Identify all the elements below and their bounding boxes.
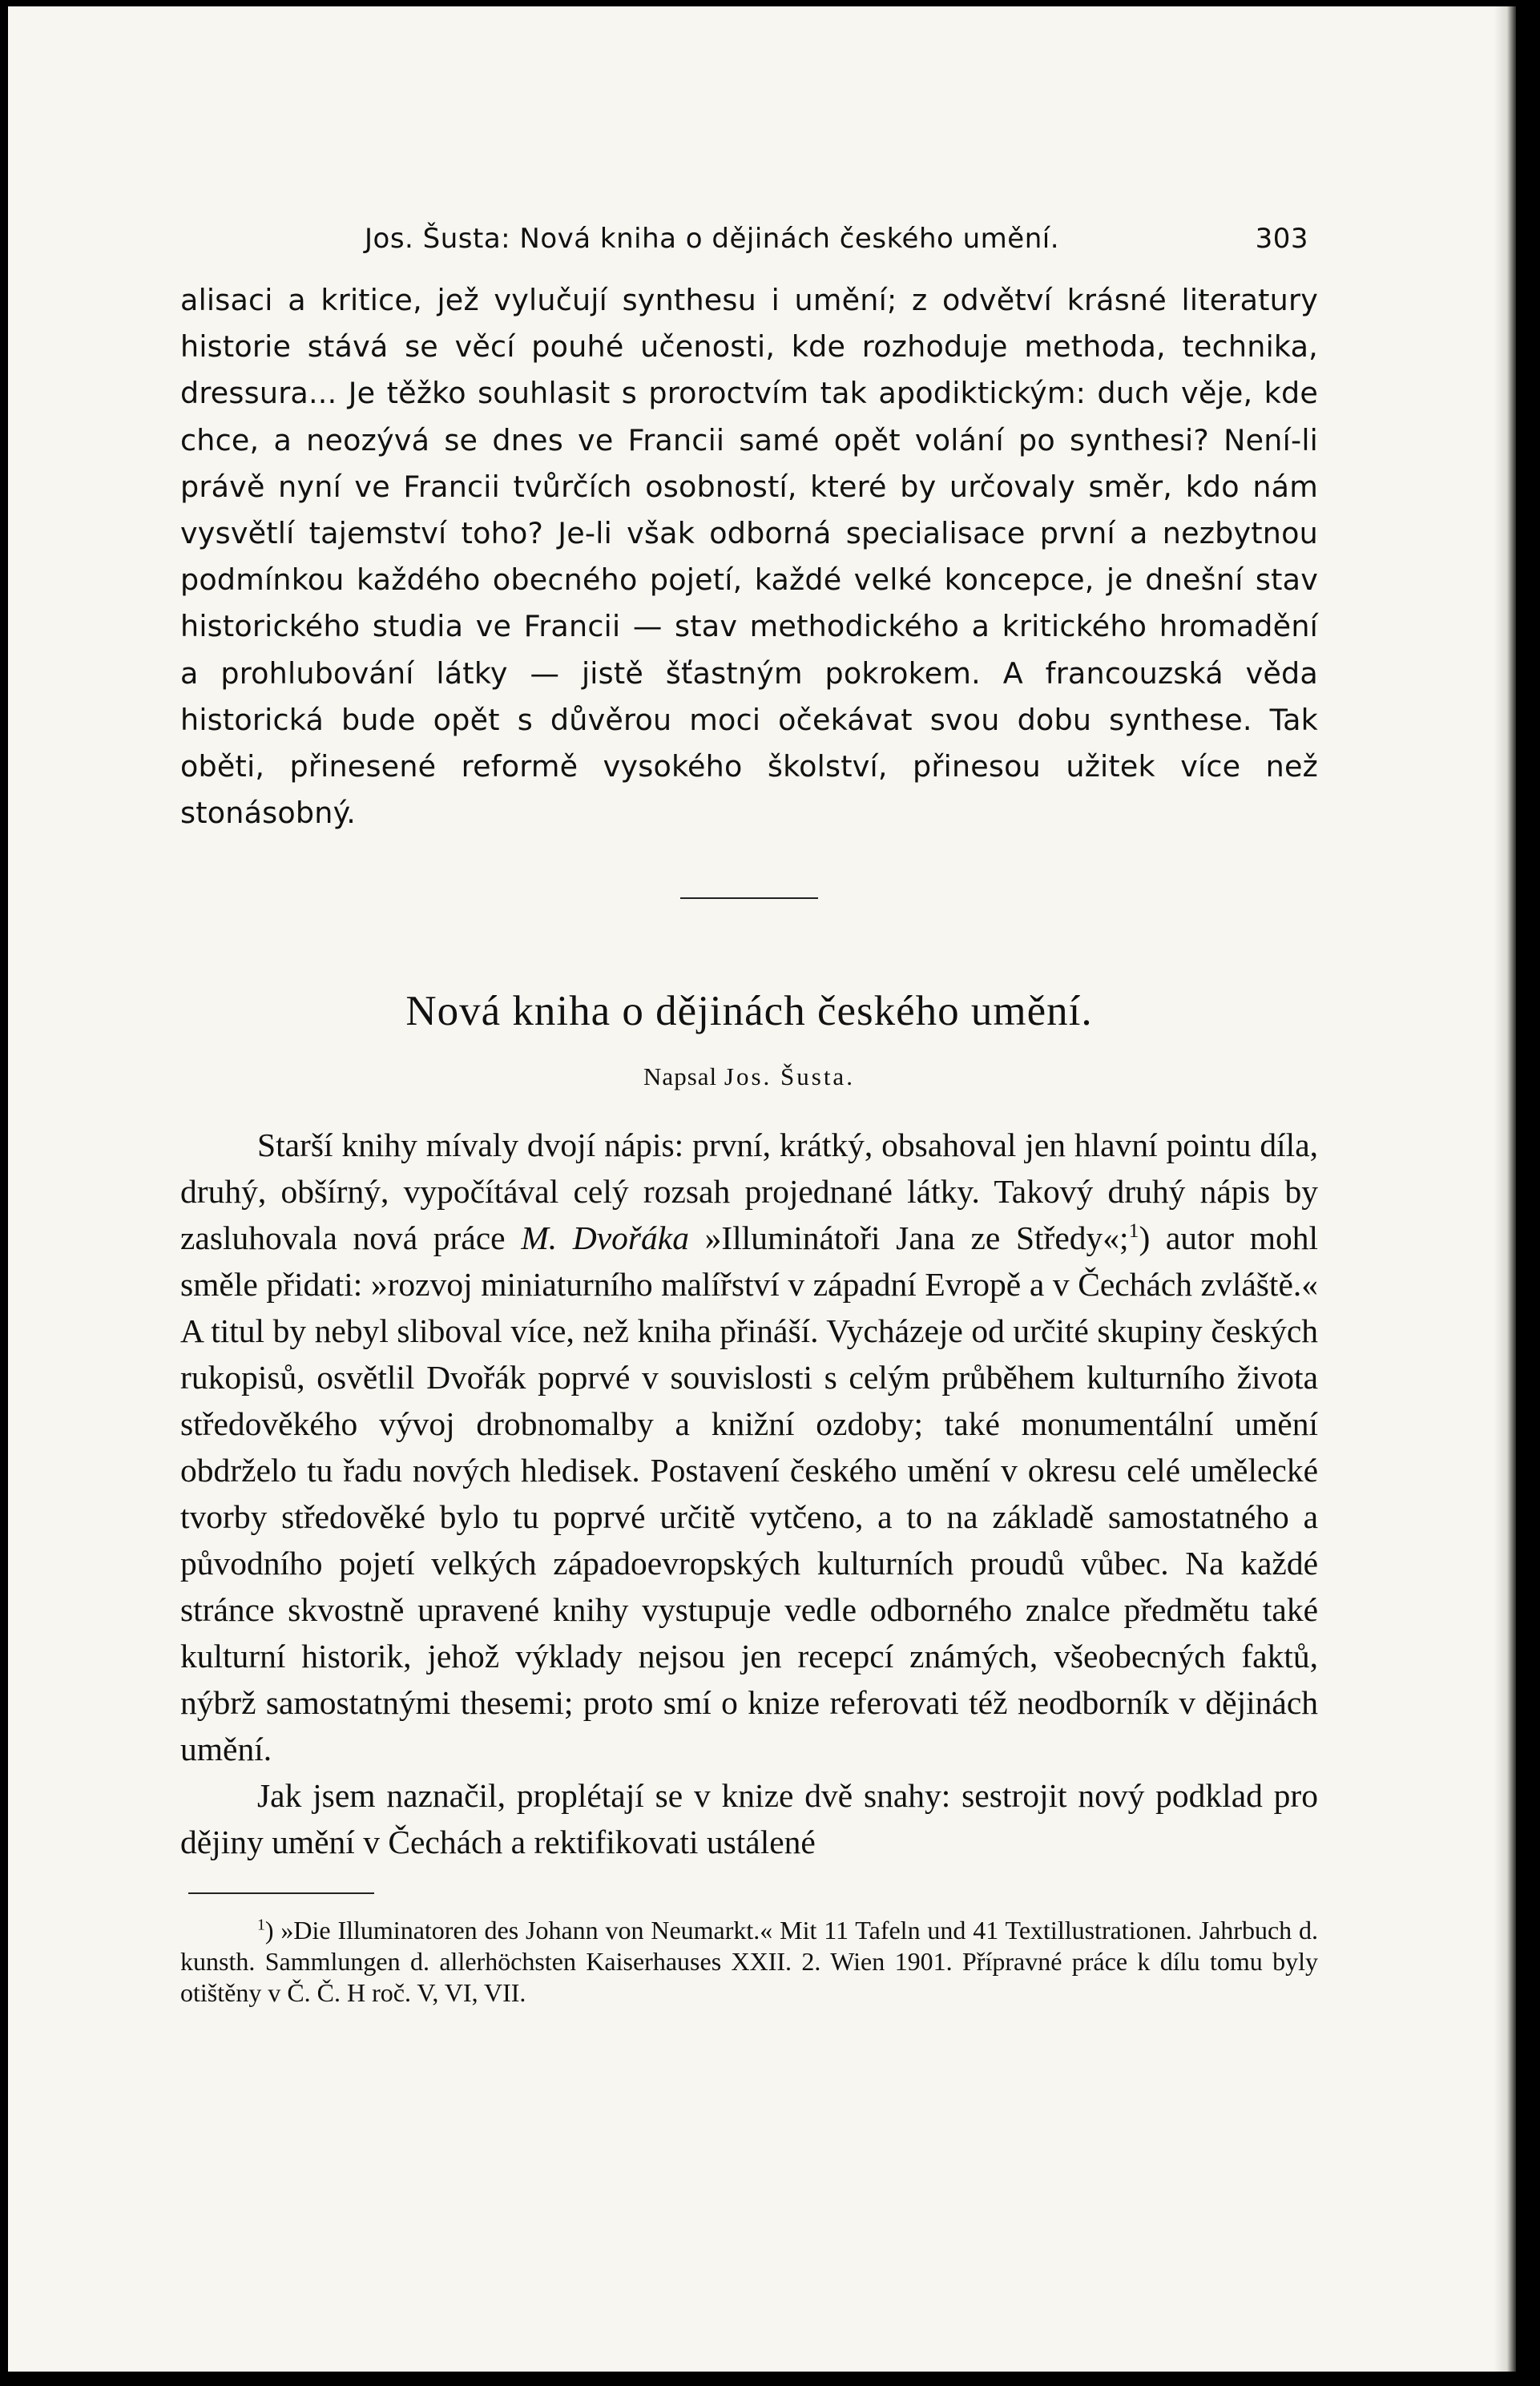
- article-paragraph-1: [180, 1122, 1318, 1772]
- section-divider: [680, 897, 818, 899]
- article-title: Nová kniha o dějinách českého umění.: [405, 988, 1093, 1035]
- byline-prefix: Napsal: [643, 1062, 718, 1091]
- byline: [180, 1062, 1318, 1091]
- article-paragraph-2: Jak jsem naznačil, proplétají se v knize dvě snahy: sestrojit nový podklad pro dějiny umění v Čechách a rektifikovati ustálené: [180, 1777, 1318, 1861]
- page-scan-edge: [1494, 6, 1516, 2372]
- running-header: [180, 223, 1318, 255]
- footnote-mark: 1: [257, 1916, 265, 1934]
- page-content: [180, 223, 1318, 2009]
- continuation-paragraph: alisaci a kritice, jež vylučují synthesu i umění; z odvětví krásné literatury historie stává se věcí pouhé učenosti, kde rozhoduje methoda, technika, dressura... Je těžko souhlasit s proroctvím tak apodiktickým: duch věje, kde chce, a neozývá se dnes ve Francii samé opět volání po synthesi? Není-li právě nyní ve Francii tvůrčích osobností, které by určovaly směr, kdo nám vysvětlí tajemství toho? Je-li však odborná specialisace první a nezbytnou podmínkou každého obecného pojetí, každé velké koncepce, je dnešní stav historického studia ve Francii — stav methodického a kritického hromadění a prohlubování látky — jistě šťastným pokrokem. A francouzská věda historická bude opět s důvěrou moci očekávat svou dobu synthese. Tak oběti, přinesené reformě vysokého školství, přinesou užitek více než stonásobný.: [180, 283, 1318, 831]
- byline-author: Jos. Šusta.: [724, 1062, 855, 1091]
- cited-author: M. Dvořáka: [521, 1219, 689, 1257]
- running-title: Jos. Šusta: Nová kniha o dějinách českého umění.: [365, 223, 1060, 255]
- paragraph-1-intro: Starší knihy mívaly dvojí nápis: první, krátký, obsahoval jen hlavní pointu díla, druhý, obšírný, vypočítával celý rozsah projednané látky. Takový druhý nápis by zasluhovala nová práce: [180, 1126, 1318, 1257]
- scanned-page: [8, 6, 1516, 2372]
- page-number: 303: [1255, 223, 1308, 255]
- paragraph-1-body: ) autor mohl směle přidati: »rozvoj miniaturního malířství v západní Evropě a v Čechách zvláště.« A titul by nebyl sliboval více, než kniha přináší. Vycházeje od určité skupiny českých rukopisů, osvětlil Dvořák poprvé v souvislosti s celým průběhem kulturního života středověkého vývoj drobnomalby a knižní ozdoby; také monumentální umění obdrželo tu řadu nových hledisek. Postavení českého umění v okresu celé umělecké tvorby středověké bylo tu poprvé určitě vytčeno, a to na základě samostatného a původního pojetí velkých západoevropských kulturních proudů vůbec. Na každé stránce skvostně upravené knihy vystupuje vedle odborného znalce předmětu také kulturní historik, jehož výklady nejsou jen recepcí známých, všeobecných faktů, nýbrž samostatnými thesemi; proto smí o knize referovati též neodborník v dějinách umění.: [180, 1219, 1319, 1768]
- footnote-rule: [188, 1892, 374, 1894]
- cited-book-title: »Illuminátoři Jana ze Středy«;: [704, 1219, 1129, 1257]
- footnote-text: ) »Die Illuminatoren des Johann von Neumarkt.« Mit 11 Tafeln und 41 Textillustrationen. Jahrbuch d. kunsth. Sammlungen d. allerhöchsten Kaiserhauses XXII. 2. Wien 1901. Přípravné práce k dílu tomu byly otištěny v Č. Č. H roč. V, VI, VII.: [180, 1916, 1318, 2008]
- footnote-reference: 1: [1128, 1219, 1139, 1243]
- footnote: [180, 1915, 1318, 2009]
